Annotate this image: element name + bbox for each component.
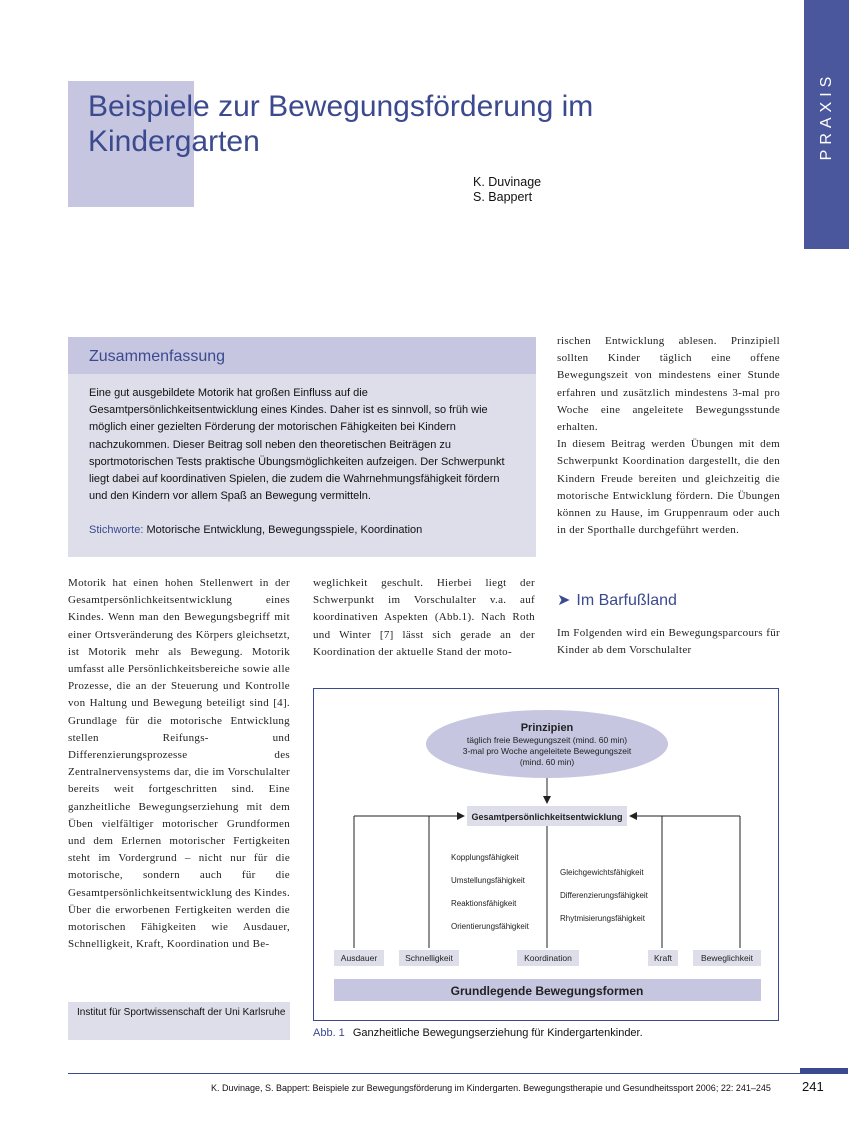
page-number: 241: [802, 1079, 824, 1094]
coordination-sub-item: Umstellungsfähigkeit: [451, 876, 525, 885]
body-column-2: weglichkeit geschult. Hierbei liegt der Schwerpunkt im Vorschulalter v.a. auf koordinativen Aspekten (Abb.1). Nach Roth und Winter [7] lässt sich gerade an der Koordination der aktuelle Stand der moto-: [313, 577, 535, 658]
ability-label: Schnelligkeit: [405, 953, 453, 963]
footer-accent: [800, 1068, 848, 1074]
ability-label: Beweglichkeit: [701, 953, 753, 963]
ability-label: Kraft: [654, 953, 672, 963]
ability-label: Ausdauer: [340, 953, 378, 963]
principles-line: (mind. 60 min): [519, 757, 575, 767]
figure-frame: [313, 688, 779, 1021]
coordination-sub-item: Kopplungsfähigkeit: [451, 853, 519, 862]
arrow-icon: ➤: [557, 592, 571, 609]
principles-title: Prinzipien: [520, 722, 574, 734]
coordination-sub-item: Rhytmisierungsfähigkeit: [560, 914, 645, 923]
body-column-1: Motorik hat einen hohen Stellenwert in der Gesamtpersönlichkeitsentwicklung eines Kindes. Wenn man den Bewegungsbegriff mit einer Ortsveränderung des Körpers gleichsetzt, ist Motorik mehr als Bewegung. Motorik umfasst alle Persönlichkeitsbereiche sowie alle Prozesse, die an der Steuerung und Kontrolle von Haltung und Bewegung beteiligt sind [4]. Grundlage für die motorische Entwicklung stellen Reifungs- und Differenzierungsprozesse des Zentralnervensystems dar, die im Vorschulalter bereits weit fortgeschritten sind. Eine ganzheitliche Bewegungserziehung mit dem Üben vielfältiger motorischer Grundformen und dem Erlernen motorischer Fertigkeiten steht im Vordergrund – nicht nur für die motorische, sondern auch für die Gesamtpersönlichkeitsentwicklung des Kindes. Über die erworbenen Fertigkeiten werden die motorischen Fähigkeiten wie Ausdauer, Schnelligkeit, Kraft, Koordination und Be-: [68, 577, 290, 951]
principles-line: täglich freie Bewegungszeit (mind. 60 min): [466, 735, 628, 745]
authors: [473, 175, 541, 205]
abstract-text: Eine gut ausgebildete Motorik hat großen Einfluss auf die Gesamtpersönlichkeitsentwicklung eines Kindes. Daher ist es sinnvoll, so früh wie möglich einer gezielten Förderung der motorischen Fähigkeiten bei Kindern nachzukommen. Dieser Beitrag soll neben den theoretischen Beiträgen zu sportmotorischen Tests praktische Übungsmöglichkeiten aufzeigen. Der Schwerpunkt liegt dabei auf koordinativen Spielen, die zudem die Wahrnehmungsfähigkeit fördern und den Kindern vor allem Spaß an Bewegung vermitteln.: [89, 387, 505, 503]
abstract-heading: Zusammenfassung: [89, 348, 226, 365]
keywords-text: Motorische Entwicklung, Bewegungsspiele, Koordination: [146, 524, 423, 536]
coordination-sub-item: Orientierungsfähigkeit: [451, 922, 529, 931]
figure-caption: [313, 1027, 643, 1039]
figure-diagram: [314, 689, 778, 1020]
affiliation-text: Institut für Sportwissenschaft der Uni Karlsruhe: [77, 1007, 286, 1018]
paragraph: In diesem Beitrag werden Übungen mit dem Schwerpunkt Koordination dargestellt, die den Kindern Freude bereiten und gleichzeitig die motorische Entwicklung fördern. Die Übungen können zu Hause, im Gruppenraum oder auch in der Sporthalle durchgeführt werden.: [557, 438, 780, 537]
paragraph: rischen Entwicklung ablesen. Prinzipiell sollten Kinder täglich eine offene Bewegungszeit von mindestens einer Stunde erfahren und zusätzlich mindestens 3-mal pro Woche eine angeleitete Bewegungsstunde erhalten.: [557, 335, 780, 434]
author-1: K. Duvinage: [473, 175, 542, 189]
principles-line: 3-mal pro Woche angeleitete Bewegungszeit: [462, 746, 632, 756]
coordination-sub-item: Gleichgewichtsfähigkeit: [560, 868, 644, 877]
section-heading-text: Im Barfußland: [576, 592, 677, 609]
keywords: [89, 524, 422, 536]
footer-rule: [68, 1073, 848, 1074]
body-column-3-top: [557, 333, 780, 539]
ability-label: Koordination: [524, 953, 572, 963]
footer-citation: K. Duvinage, S. Bappert: Beispiele zur Bewegungsförderung im Kindergarten. Bewegungstherapie und Gesundheitssport 2006; 22: 241–245: [211, 1083, 771, 1093]
base-bar-label: Grundlegende Bewegungsformen: [450, 984, 644, 998]
article-title: Beispiele zur Bewegungsförderung im Kindergarten: [88, 90, 594, 158]
figure-caption-text: Ganzheitliche Bewegungserziehung für Kindergartenkinder.: [352, 1027, 643, 1039]
center-box-label: Gesamtpersönlichkeitsentwicklung: [471, 812, 623, 822]
coordination-sub-item: Reaktionsfähigkeit: [451, 899, 517, 908]
author-2: S. Bappert: [473, 190, 533, 204]
body-column-3-bottom: Im Folgenden wird ein Bewegungsparcours für Kinder ab dem Vorschulalter: [557, 627, 780, 657]
section-tab-label: PRAXIS: [817, 71, 835, 161]
coordination-sub-item: Differenzierungsfähigkeit: [560, 891, 648, 900]
section-heading: [557, 590, 677, 610]
figure-caption-label: Abb. 1: [313, 1027, 345, 1039]
keywords-label: Stichworte:: [89, 524, 144, 536]
